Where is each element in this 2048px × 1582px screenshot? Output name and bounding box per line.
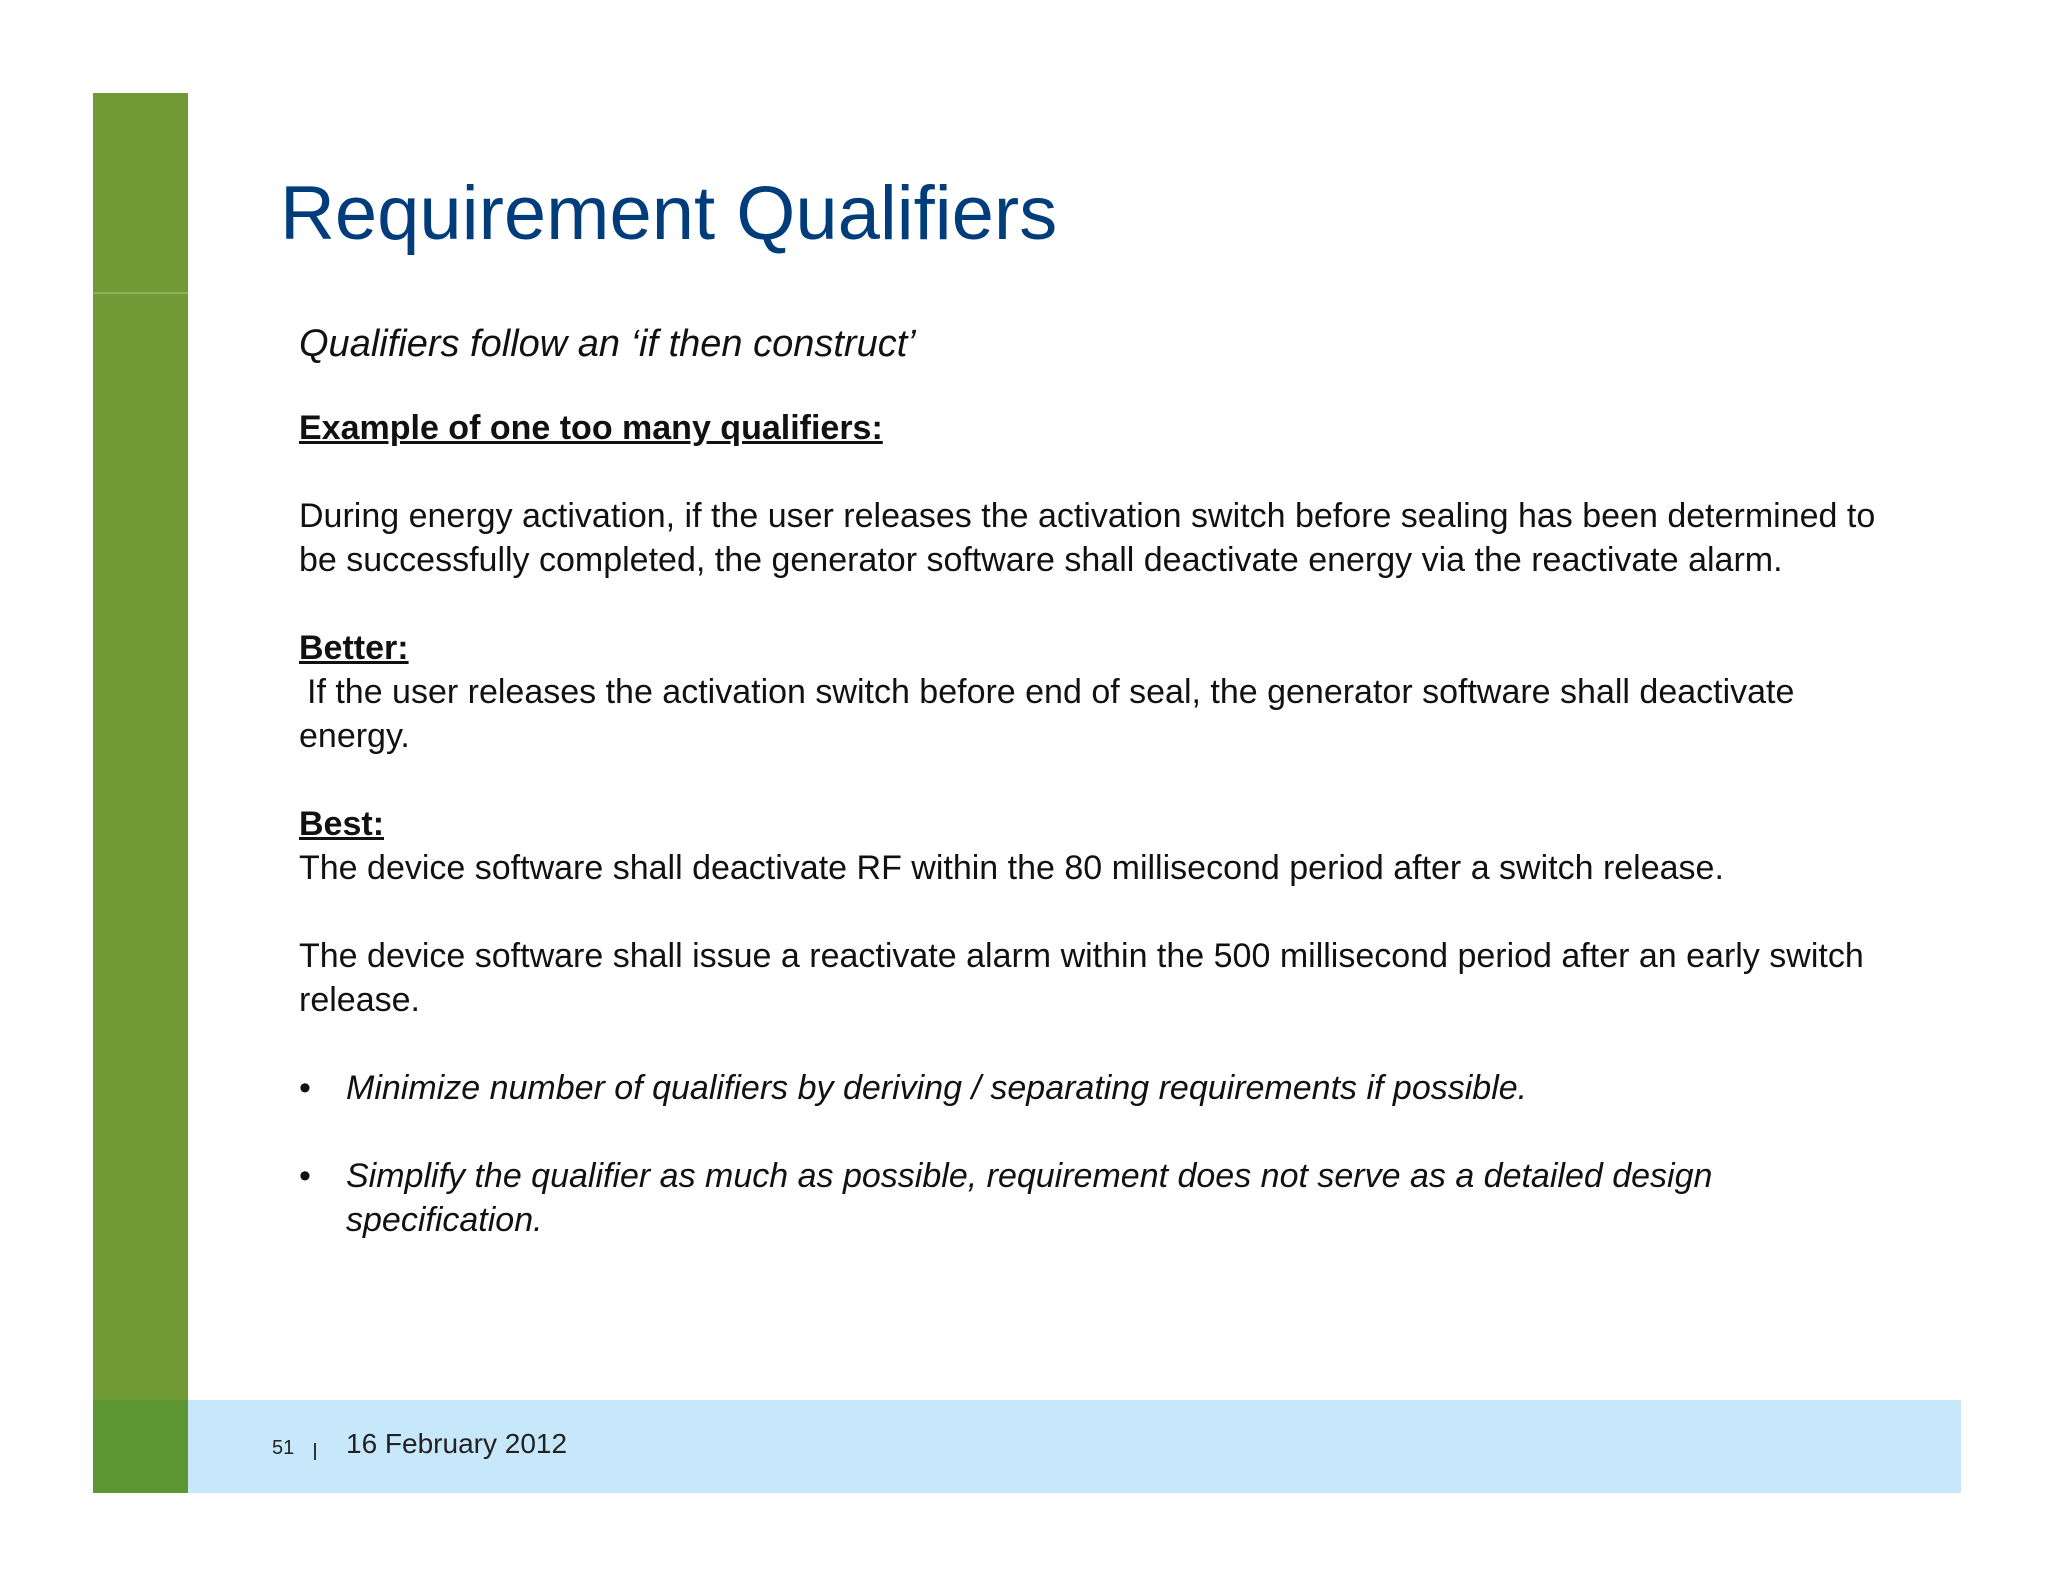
list-item — [299, 1154, 1879, 1242]
example-heading: Example of one too many qualifiers: — [299, 409, 883, 447]
list-item-text: Simplify the qualifier as much as possible, requirement does not serve as a detailed design specification. — [346, 1157, 1713, 1239]
better-heading: Better: — [299, 629, 409, 667]
slide-title: Requirement Qualifiers — [280, 171, 1058, 256]
slide-content — [299, 320, 1879, 1242]
footer-date: 16 February 2012 — [346, 1428, 568, 1459]
example-text: During energy activation, if the user releases the activation switch before sealing has been determined to be successfully completed, the generator software shall deactivate energy via the reactivate alarm. — [299, 497, 1876, 579]
list-item-text: Minimize number of qualifiers by deriving / separating requirements if possible. — [346, 1069, 1528, 1107]
better-text: If the user releases the activation switch before end of seal, the generator software shall deactivate energy. — [299, 673, 1795, 755]
left-accent-bar — [93, 93, 188, 1493]
best-text-1: The device software shall deactivate RF within the 80 millisecond period after a switch release. — [299, 849, 1724, 887]
tips-list — [299, 1066, 1879, 1242]
left-bar-footer-block — [93, 1400, 188, 1493]
left-bar-divider — [93, 292, 188, 294]
best-heading: Best: — [299, 805, 385, 843]
page-number: 51 — [272, 1437, 295, 1459]
bullet-icon: • — [299, 1157, 311, 1195]
best-text-2: The device software shall issue a reactivate alarm within the 500 millisecond period after an early switch release. — [299, 937, 1864, 1019]
bullet-icon: • — [299, 1069, 311, 1107]
intro-text: Qualifiers follow an ‘if then construct’ — [299, 323, 916, 365]
list-item — [299, 1066, 1879, 1110]
footer-separator — [314, 1443, 316, 1460]
